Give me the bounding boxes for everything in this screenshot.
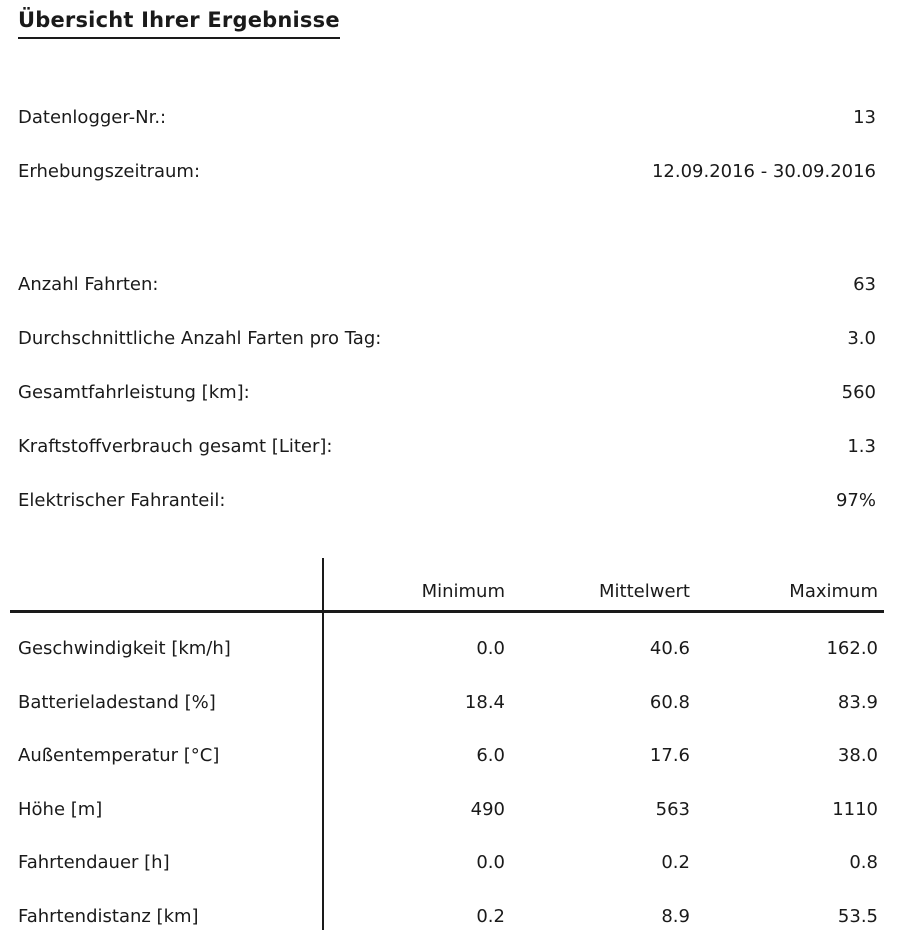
kv-row-gesamtfahrleistung: [0, 365, 906, 419]
cell-mean: 8.9: [661, 905, 690, 927]
kv-row-erhebungszeitraum: [0, 144, 906, 198]
kv-label: Anzahl Fahrten:: [18, 273, 159, 295]
cell-max: 83.9: [837, 691, 878, 713]
kv-label: Datenlogger-Nr.:: [18, 106, 167, 128]
kv-row-datenlogger: [0, 90, 906, 144]
results-table: [0, 558, 906, 933]
cell-mean: 40.6: [649, 638, 690, 660]
cell-min: 0.2: [476, 905, 505, 927]
table-vertical-rule: [322, 558, 324, 930]
cell-min: 6.0: [476, 745, 505, 767]
kv-value: 63: [853, 273, 876, 295]
cell-mean: 563: [655, 798, 690, 820]
row-label: Höhe [m]: [18, 798, 103, 820]
column-header-minimum: Minimum: [421, 581, 505, 602]
kv-value: 12.09.2016 - 30.09.2016: [651, 160, 876, 182]
table-header-row: [0, 558, 906, 610]
kv-row-kraftstoffverbrauch: [0, 419, 906, 473]
kv-row-elektrischer-fahranteil: [0, 473, 906, 527]
column-header-mittelwert: Mittelwert: [599, 581, 690, 602]
row-label: Außentemperatur [°C]: [18, 745, 220, 767]
table-row-hoehe: [0, 783, 906, 837]
table-body: [0, 610, 906, 943]
stats-section: [0, 257, 906, 527]
kv-label: Erhebungszeitraum:: [18, 160, 201, 182]
cell-max: 1110: [832, 798, 878, 820]
cell-max: 0.8: [849, 852, 878, 874]
kv-row-fahrten-pro-tag: [0, 311, 906, 365]
kv-value: 1.3: [847, 435, 876, 457]
cell-min: 490: [470, 798, 505, 820]
table-row-geschwindigkeit: [0, 622, 906, 676]
table-row-fahrtendauer: [0, 836, 906, 890]
row-label: Batterieladestand [%]: [18, 691, 216, 713]
cell-max: 38.0: [837, 745, 878, 767]
kv-value: 13: [853, 106, 876, 128]
row-label: Fahrtendauer [h]: [18, 852, 170, 874]
kv-label: Durchschnittliche Anzahl Farten pro Tag:: [18, 327, 382, 349]
kv-label: Elektrischer Fahranteil:: [18, 489, 226, 511]
table-row-aussentemperatur: [0, 729, 906, 783]
row-label: Fahrtendistanz [km]: [18, 905, 199, 927]
kv-value: 97%: [835, 489, 876, 511]
kv-label: Kraftstoffverbrauch gesamt [Liter]:: [18, 435, 333, 457]
row-label: Geschwindigkeit [km/h]: [18, 638, 231, 660]
column-header-maximum: Maximum: [789, 581, 878, 602]
cell-min: 0.0: [476, 852, 505, 874]
meta-section: [0, 90, 906, 198]
page-title: Übersicht Ihrer Ergebnisse: [18, 8, 340, 39]
table-row-batterieladestand: [0, 676, 906, 730]
cell-mean: 17.6: [649, 745, 690, 767]
cell-min: 0.0: [476, 638, 505, 660]
cell-max: 53.5: [837, 905, 878, 927]
cell-min: 18.4: [464, 691, 505, 713]
kv-value: 560: [841, 381, 876, 403]
kv-row-anzahl-fahrten: [0, 257, 906, 311]
cell-mean: 60.8: [649, 691, 690, 713]
cell-mean: 0.2: [661, 852, 690, 874]
kv-value: 3.0: [847, 327, 876, 349]
table-row-fahrtendistanz: [0, 890, 906, 944]
table-header-rule: [10, 610, 884, 613]
cell-max: 162.0: [826, 638, 878, 660]
kv-label: Gesamtfahrleistung [km]:: [18, 381, 250, 403]
